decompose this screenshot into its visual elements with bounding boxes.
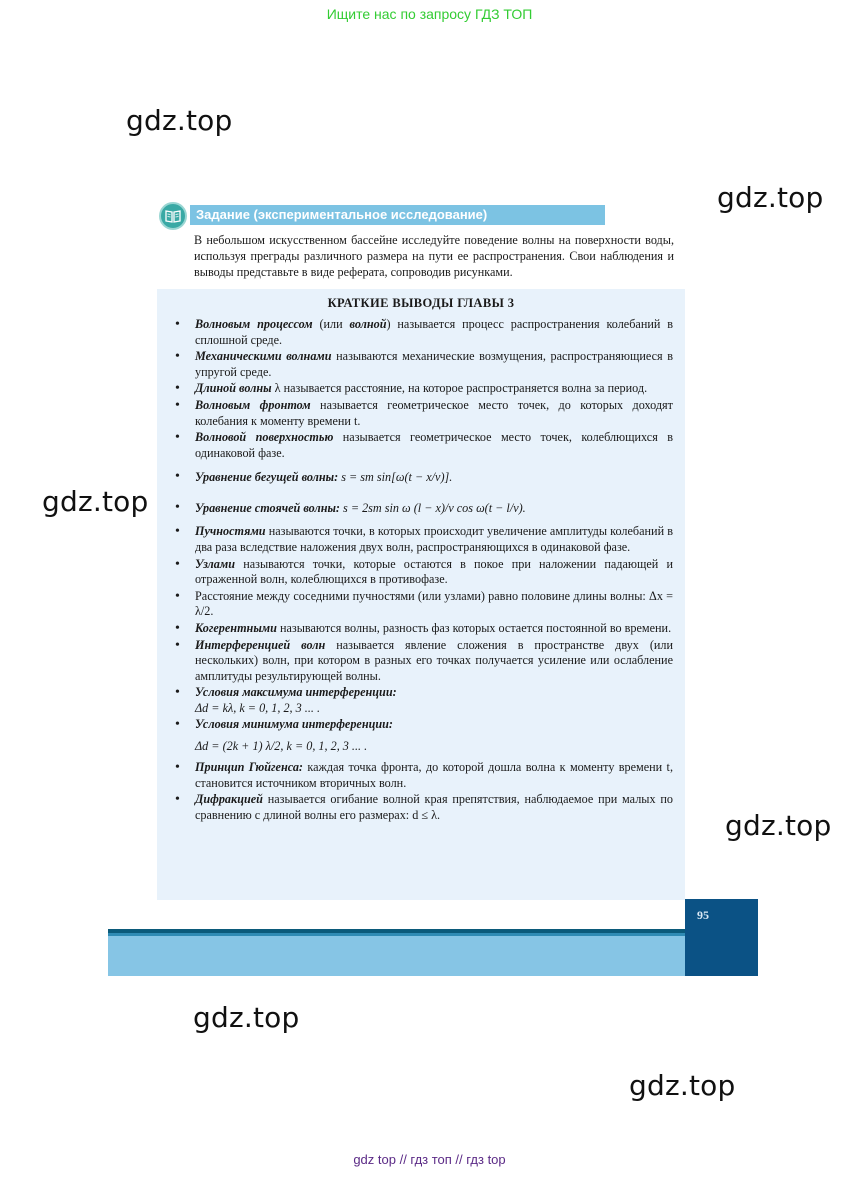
chapter-summary-box [157, 289, 685, 900]
watermark: gdz.top [193, 1001, 300, 1034]
standing-wave-formula: s = 2sm sin ω (l − x)/v cos ω(t − l/v). [343, 501, 526, 516]
list-item: • Волновым фронтом называется геометрическое место точек, до которых доходят колебания к моменту времени t. [157, 398, 673, 429]
list-item: • Длиной волны λ называется расстояние, на которое распространяется волна за период. [157, 381, 673, 397]
summary-title: КРАТКИЕ ВЫВОДЫ ГЛАВЫ 3 [327, 296, 515, 310]
list-item: • Дифракцией называется огибание волной края препятствия, наблюдаемое при малых по сравнению с длиной волны его размерах: d ≤ λ. [157, 792, 673, 823]
page-number-box [685, 899, 758, 976]
summary-list [157, 317, 685, 824]
task-title: Задание (экспериментальное исследование) [196, 207, 488, 222]
list-item: • Условия минимума интерференции: Δd = (2k + 1) λ/2, k = 0, 1, 2, 3 ... . [157, 717, 673, 759]
task-text: В небольшом искусственном бассейне исследуйте поведение волны на поверхности воды, используя преграды различного размера на пути ее распространения. Свои наблюдения и выводы представьте в виде реферата, сопроводив рисунками. [194, 233, 674, 279]
list-item: • Расстояние между соседними пучностями (или узлами) равно половине длины волны: Δx = λ/2. [157, 589, 673, 620]
list-item: • Уравнение бегущей волны: s = sm sin[ω(t − x/v)]. [157, 462, 673, 492]
traveling-wave-formula: s = sm sin[ω(t − x/v)]. [341, 470, 453, 485]
list-item: • Узлами называются точки, которые остаются в покое при наложении падающей и отраженной волн, колеблющихся в противофазе. [157, 557, 673, 588]
watermark: gdz.top [717, 181, 824, 214]
book-icon [159, 202, 187, 230]
watermark: gdz.top [629, 1069, 736, 1102]
maximum-condition-formula: Δd = kλ, k = 0, 1, 2, 3 ... . [195, 700, 321, 715]
list-item: • Уравнение стоячей волны: s = 2sm sin ω (l − x)/v cos ω(t − l/v). [157, 493, 673, 523]
watermark: gdz.top [42, 485, 149, 518]
footer-links[interactable]: gdz top // гдз топ // гдз top [353, 1152, 506, 1167]
list-item: • Пучностями называются точки, в которых происходит увеличение амплитуды колебаний в два раза вследствие наложения двух волн, распространяющихся в одинаковой фазе. [157, 524, 673, 555]
list-item: • Условия максимума интерференции: Δd = kλ, k = 0, 1, 2, 3 ... . [157, 685, 673, 716]
footer-band-light [108, 936, 685, 976]
page-number: 95 [697, 908, 709, 922]
watermark: gdz.top [725, 809, 832, 842]
list-item: • Механическими волнами называются механические возмущения, распространяющиеся в упругой среде. [157, 349, 673, 380]
list-item: • Интерференцией волн называется явление сложения в пространстве двух (или нескольких) волн, при котором в разных его точках получается усиление или ослабление амплитуды результирующей волны. [157, 638, 673, 685]
top-banner-link[interactable]: Ищите нас по запросу ГДЗ ТОП [326, 6, 533, 22]
list-item: • Принцип Гюйгенса: каждая точка фронта, до которой дошла волна к моменту времени t, становится источником вторичных волн. [157, 760, 673, 791]
minimum-condition-formula: Δd = (2k + 1) λ/2, k = 0, 1, 2, 3 ... . [195, 739, 368, 754]
watermark: gdz.top [126, 104, 233, 137]
list-item: • Когерентными называются волны, разность фаз которых остается постоянной во времени. [157, 621, 673, 637]
list-item: • Волновым процессом (или волной) называется процесс распространения колебаний в сплошной среде. [157, 317, 673, 348]
list-item: • Волновой поверхностью называется геометрическое место точек, колеблющихся в одинаковой фазе. [157, 430, 673, 461]
